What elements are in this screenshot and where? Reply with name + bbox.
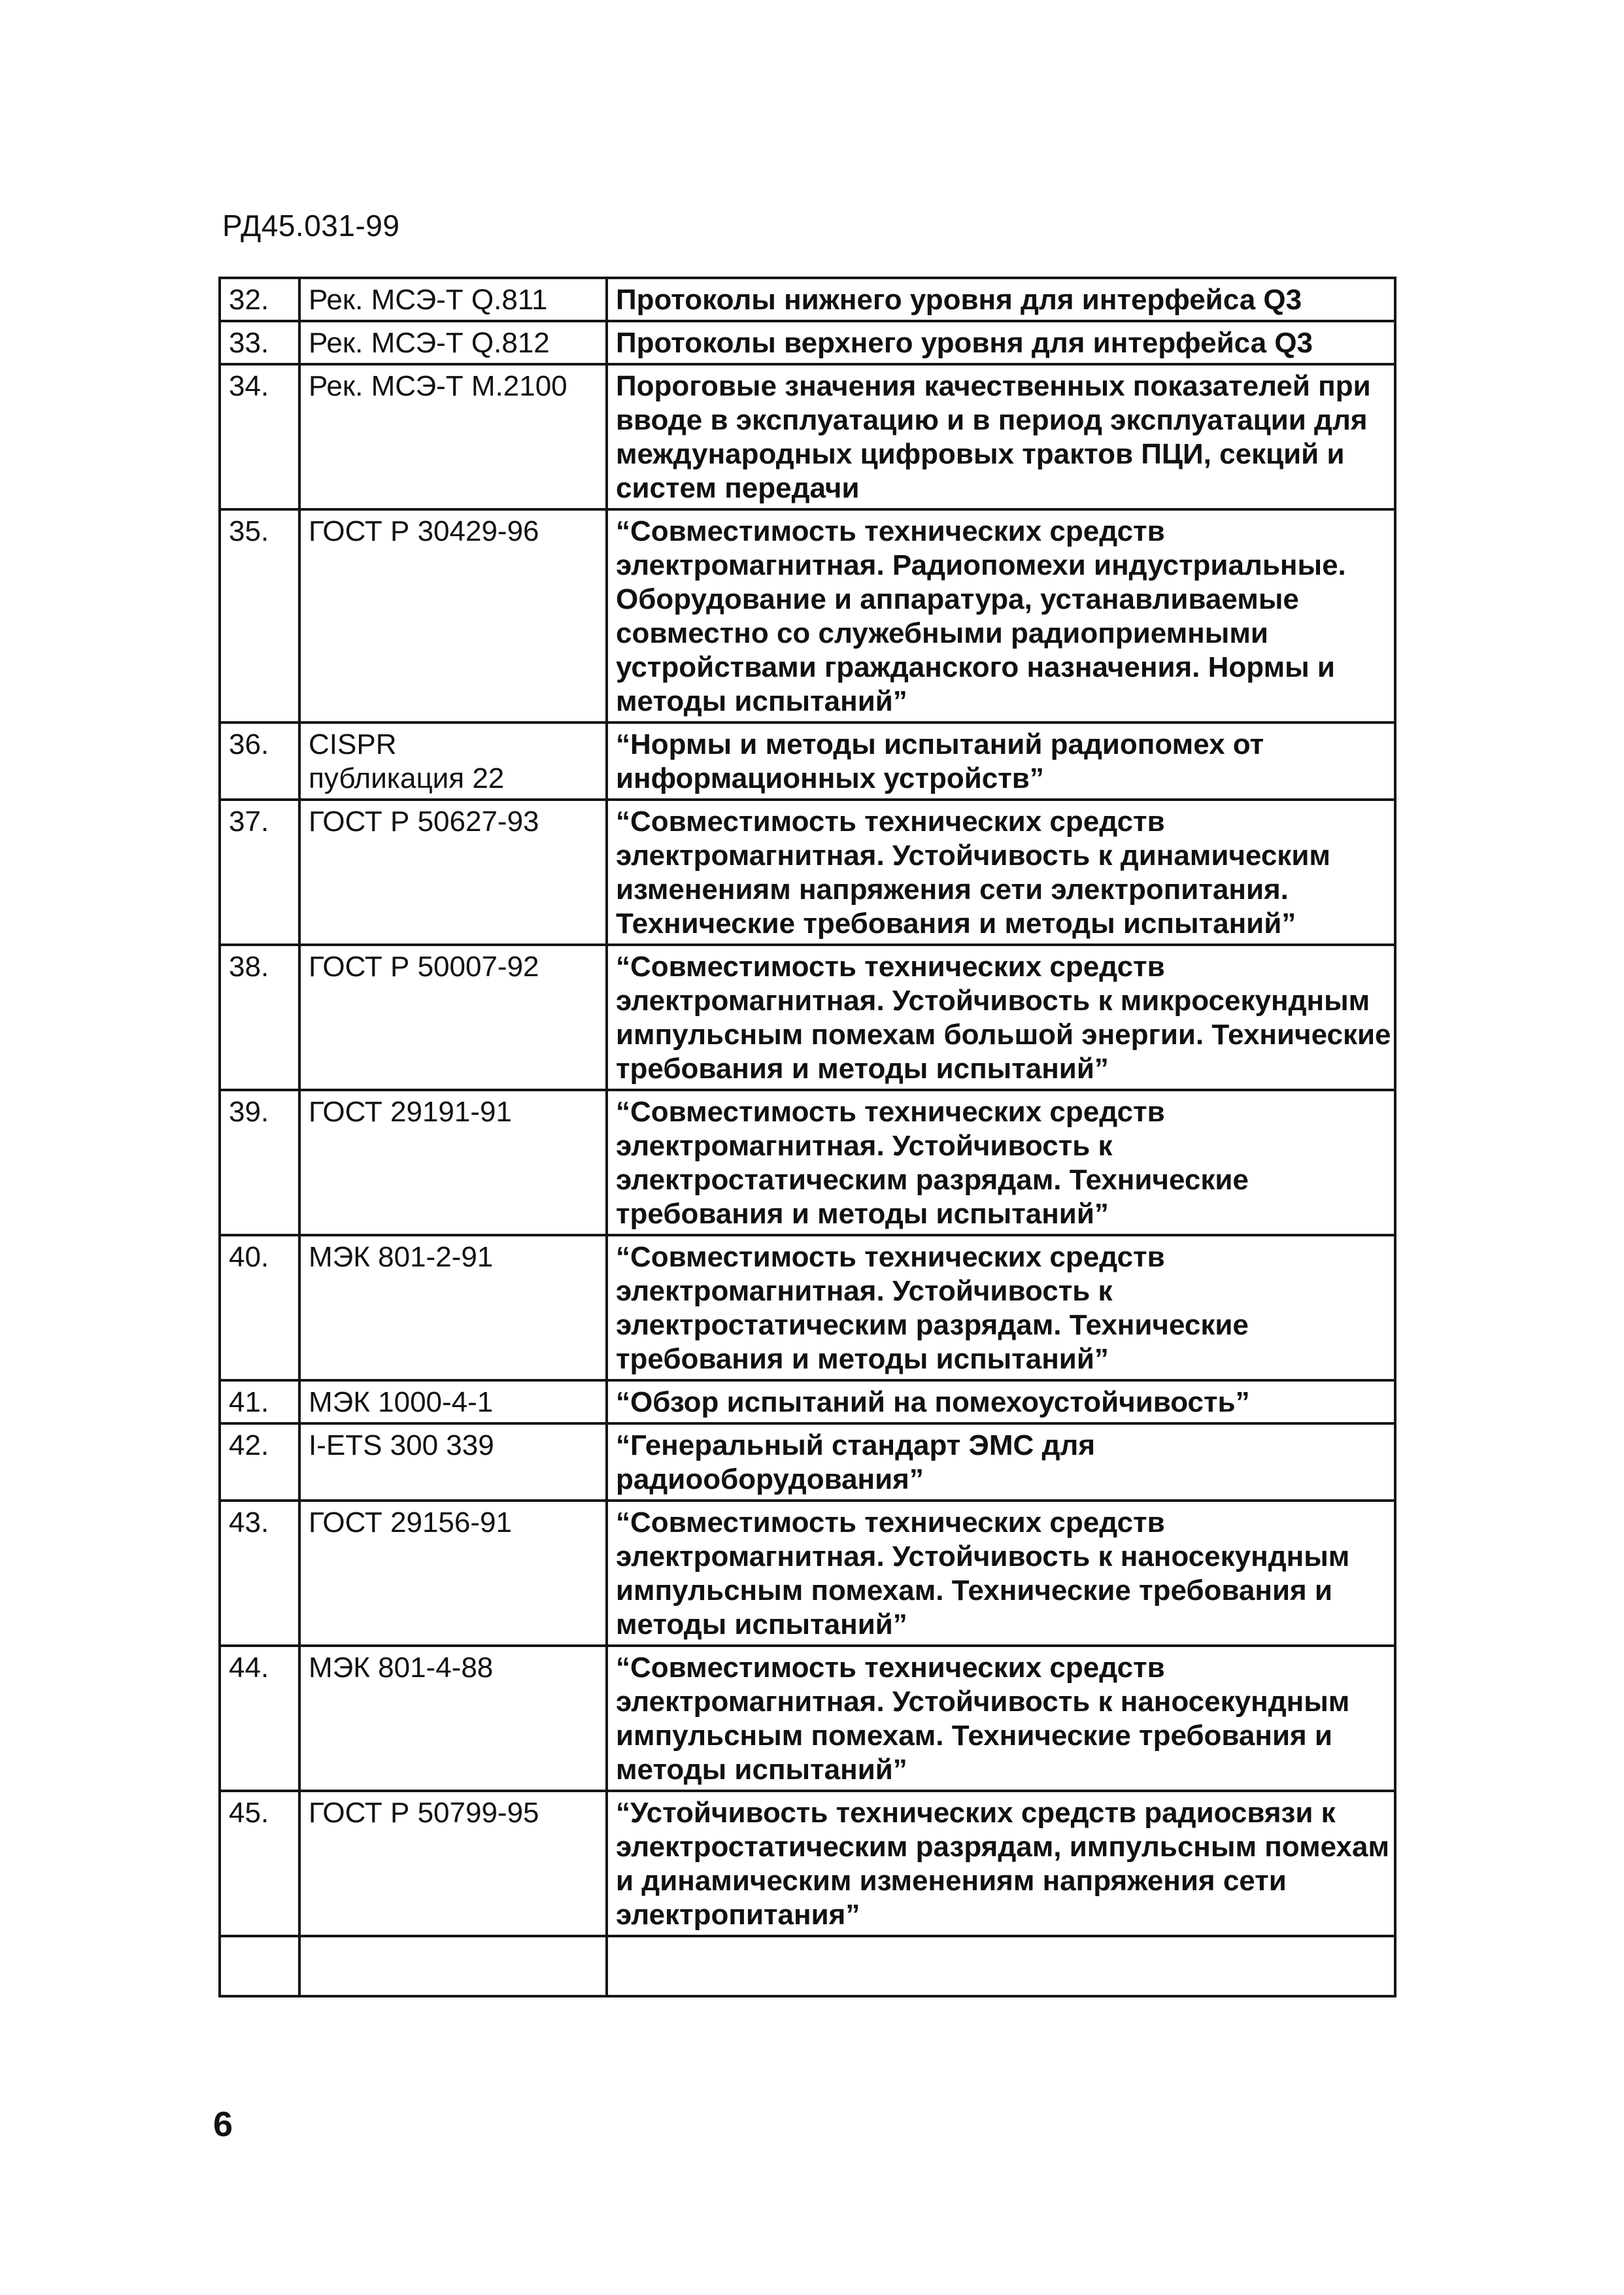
standard-title-line: требования и методы испытаний” [616, 1198, 1109, 1230]
standard-title-line: изменениям напряжения сети электропитания. [616, 874, 1289, 906]
standard-title-line: импульсным помехам. Технические требования и [616, 1720, 1332, 1752]
standard-title [607, 722, 1395, 800]
table-row [220, 722, 1395, 800]
standard-title [607, 1235, 1395, 1380]
standard-code-line: публикация 22 [309, 762, 505, 794]
standard-title [607, 1090, 1395, 1235]
standard-title-line: методы испытаний” [616, 685, 907, 717]
standard-code-line: CISPR [309, 728, 397, 760]
row-number: 39. [220, 1090, 299, 1235]
empty-cell [299, 1936, 607, 1996]
standard-title-line: электромагнитная. Устойчивость к наносекундным [616, 1686, 1350, 1718]
standard-title-line: вводе в эксплуатацию и в период эксплуатации для [616, 404, 1368, 436]
row-number: 42. [220, 1423, 299, 1501]
table-row [220, 945, 1395, 1090]
standard-code [299, 1501, 607, 1646]
standard-title-line: Протоколы нижнего уровня для интерфейса Q3 [616, 284, 1302, 316]
row-number: 45. [220, 1791, 299, 1936]
row-number: 38. [220, 945, 299, 1090]
standard-title-line: электромагнитная. Устойчивость к микросекундным [616, 985, 1370, 1017]
standard-title-line: электромагнитная. Устойчивость к динамическим [616, 840, 1330, 872]
empty-cell [607, 1936, 1395, 1996]
standard-code [299, 1646, 607, 1791]
standard-title-line: электростатическим разрядам. Технические [616, 1164, 1249, 1196]
standard-title [607, 1791, 1395, 1936]
standard-title-line: требования и методы испытаний” [616, 1343, 1109, 1375]
standard-title-line: электропитания” [616, 1899, 860, 1931]
standard-code-line: ГОСТ Р 50799-95 [309, 1797, 539, 1829]
standard-title-line: устройствами гражданского назначения. Нормы и [616, 651, 1335, 683]
standard-code [299, 1235, 607, 1380]
standard-title-line: электромагнитная. Радиопомехи индустриальные. [616, 549, 1346, 581]
standard-title [607, 1423, 1395, 1501]
table-row [220, 1646, 1395, 1791]
standard-title-line: “Совместимость технических средств [616, 1241, 1165, 1273]
standard-title-line: методы испытаний” [616, 1754, 907, 1786]
standards-table-body [220, 278, 1395, 1996]
standards-table [218, 277, 1396, 1998]
row-number: 35. [220, 509, 299, 722]
standard-code [299, 1423, 607, 1501]
standard-title-line: “Устойчивость технических средств радиосвязи к [616, 1797, 1336, 1829]
standard-code [299, 509, 607, 722]
standard-title-line: систем передачи [616, 472, 860, 504]
standard-title-line: и динамическим изменениям напряжения сети [616, 1865, 1287, 1897]
standard-code [299, 364, 607, 509]
row-number: 36. [220, 722, 299, 800]
standard-title [607, 1646, 1395, 1791]
standard-title [607, 1380, 1395, 1423]
standard-title-line: “Обзор испытаний на помехоустойчивость” [616, 1386, 1250, 1418]
table-row [220, 278, 1395, 321]
standard-code-line: МЭК 1000-4-1 [309, 1386, 494, 1418]
standard-title [607, 364, 1395, 509]
standard-code [299, 278, 607, 321]
table-row [220, 800, 1395, 945]
row-number: 37. [220, 800, 299, 945]
standard-title-line: электростатическим разрядам. Технические [616, 1309, 1249, 1341]
standard-title-line: “Совместимость технических средств [616, 1652, 1165, 1684]
standard-title [607, 800, 1395, 945]
standard-title-line: Технические требования и методы испытаний” [616, 908, 1296, 940]
standard-title [607, 945, 1395, 1090]
standard-title-line: электромагнитная. Устойчивость к наносекундным [616, 1540, 1350, 1572]
standard-code-line: Рек. МСЭ-Т Q.811 [309, 284, 548, 316]
standard-code [299, 722, 607, 800]
standard-code [299, 1380, 607, 1423]
standard-code [299, 800, 607, 945]
table-row [220, 1501, 1395, 1646]
row-number: 40. [220, 1235, 299, 1380]
table-row [220, 1423, 1395, 1501]
row-number: 34. [220, 364, 299, 509]
standard-code [299, 1791, 607, 1936]
standard-title-line: “Совместимость технических средств [616, 515, 1165, 547]
row-number: 32. [220, 278, 299, 321]
standard-code [299, 945, 607, 1090]
row-number: 41. [220, 1380, 299, 1423]
standard-code-line: Рек. МСЭ-Т Q.812 [309, 327, 550, 359]
standard-title-line: информационных устройств” [616, 762, 1044, 794]
standard-title-line: импульсным помехам. Технические требования и [616, 1574, 1332, 1606]
standard-code-line: ГОСТ 29156-91 [309, 1506, 512, 1538]
standard-title-line: Оборудование и аппаратура, устанавливаемые [616, 583, 1299, 615]
standard-title-line: “Совместимость технических средств [616, 1506, 1165, 1538]
standard-title [607, 1501, 1395, 1646]
standard-code-line: ГОСТ Р 50627-93 [309, 806, 539, 838]
standard-title-line: “Генеральный стандарт ЭМС для [616, 1429, 1096, 1461]
table-row [220, 1380, 1395, 1423]
standard-title-line: Протоколы верхнего уровня для интерфейса Q3 [616, 327, 1313, 359]
standard-code-line: МЭК 801-4-88 [309, 1652, 494, 1684]
table-row [220, 509, 1395, 722]
standard-title-line: импульсным помехам большой энергии. Технические [616, 1019, 1391, 1051]
standard-code-line: ГОСТ Р 30429-96 [309, 515, 539, 547]
standard-title-line: электромагнитная. Устойчивость к [616, 1130, 1113, 1162]
row-number: 43. [220, 1501, 299, 1646]
empty-cell [220, 1936, 299, 1996]
standard-title-line: международных цифровых трактов ПЦИ, секций и [616, 438, 1345, 470]
standard-title-line: “Совместимость технических средств [616, 951, 1165, 983]
standard-code-line: I-ETS 300 339 [309, 1429, 494, 1461]
standard-title-line: “Нормы и методы испытаний радиопомех от [616, 728, 1264, 760]
standard-title-line: радиооборудования” [616, 1463, 924, 1495]
standard-title-line: “Совместимость технических средств [616, 1096, 1165, 1128]
document-code-header: РД45.031-99 [222, 209, 400, 243]
standard-code-line: МЭК 801-2-91 [309, 1241, 494, 1273]
standard-code-line: Рек. МСЭ-Т M.2100 [309, 370, 567, 402]
standard-title-line: Пороговые значения качественных показателей при [616, 370, 1371, 402]
standard-title-line: электромагнитная. Устойчивость к [616, 1275, 1113, 1307]
row-number: 33. [220, 321, 299, 364]
table-row [220, 1791, 1395, 1936]
standard-title [607, 321, 1395, 364]
standard-title [607, 509, 1395, 722]
table-row [220, 1235, 1395, 1380]
standard-title [607, 278, 1395, 321]
standard-code-line: ГОСТ Р 50007-92 [309, 951, 539, 983]
standard-title-line: требования и методы испытаний” [616, 1053, 1109, 1085]
table-row [220, 321, 1395, 364]
standard-title-line: электростатическим разрядам, импульсным помехам [616, 1831, 1390, 1863]
row-number: 44. [220, 1646, 299, 1791]
standard-code-line: ГОСТ 29191-91 [309, 1096, 512, 1128]
page-number: 6 [213, 2105, 233, 2144]
standard-code [299, 1090, 607, 1235]
table-row [220, 1090, 1395, 1235]
standard-title-line: “Совместимость технических средств [616, 806, 1165, 838]
standard-title-line: совместно со служебными радиоприемными [616, 617, 1268, 649]
table-row [220, 364, 1395, 509]
empty-table-row [220, 1936, 1395, 1996]
standard-code [299, 321, 607, 364]
standard-title-line: методы испытаний” [616, 1608, 907, 1640]
